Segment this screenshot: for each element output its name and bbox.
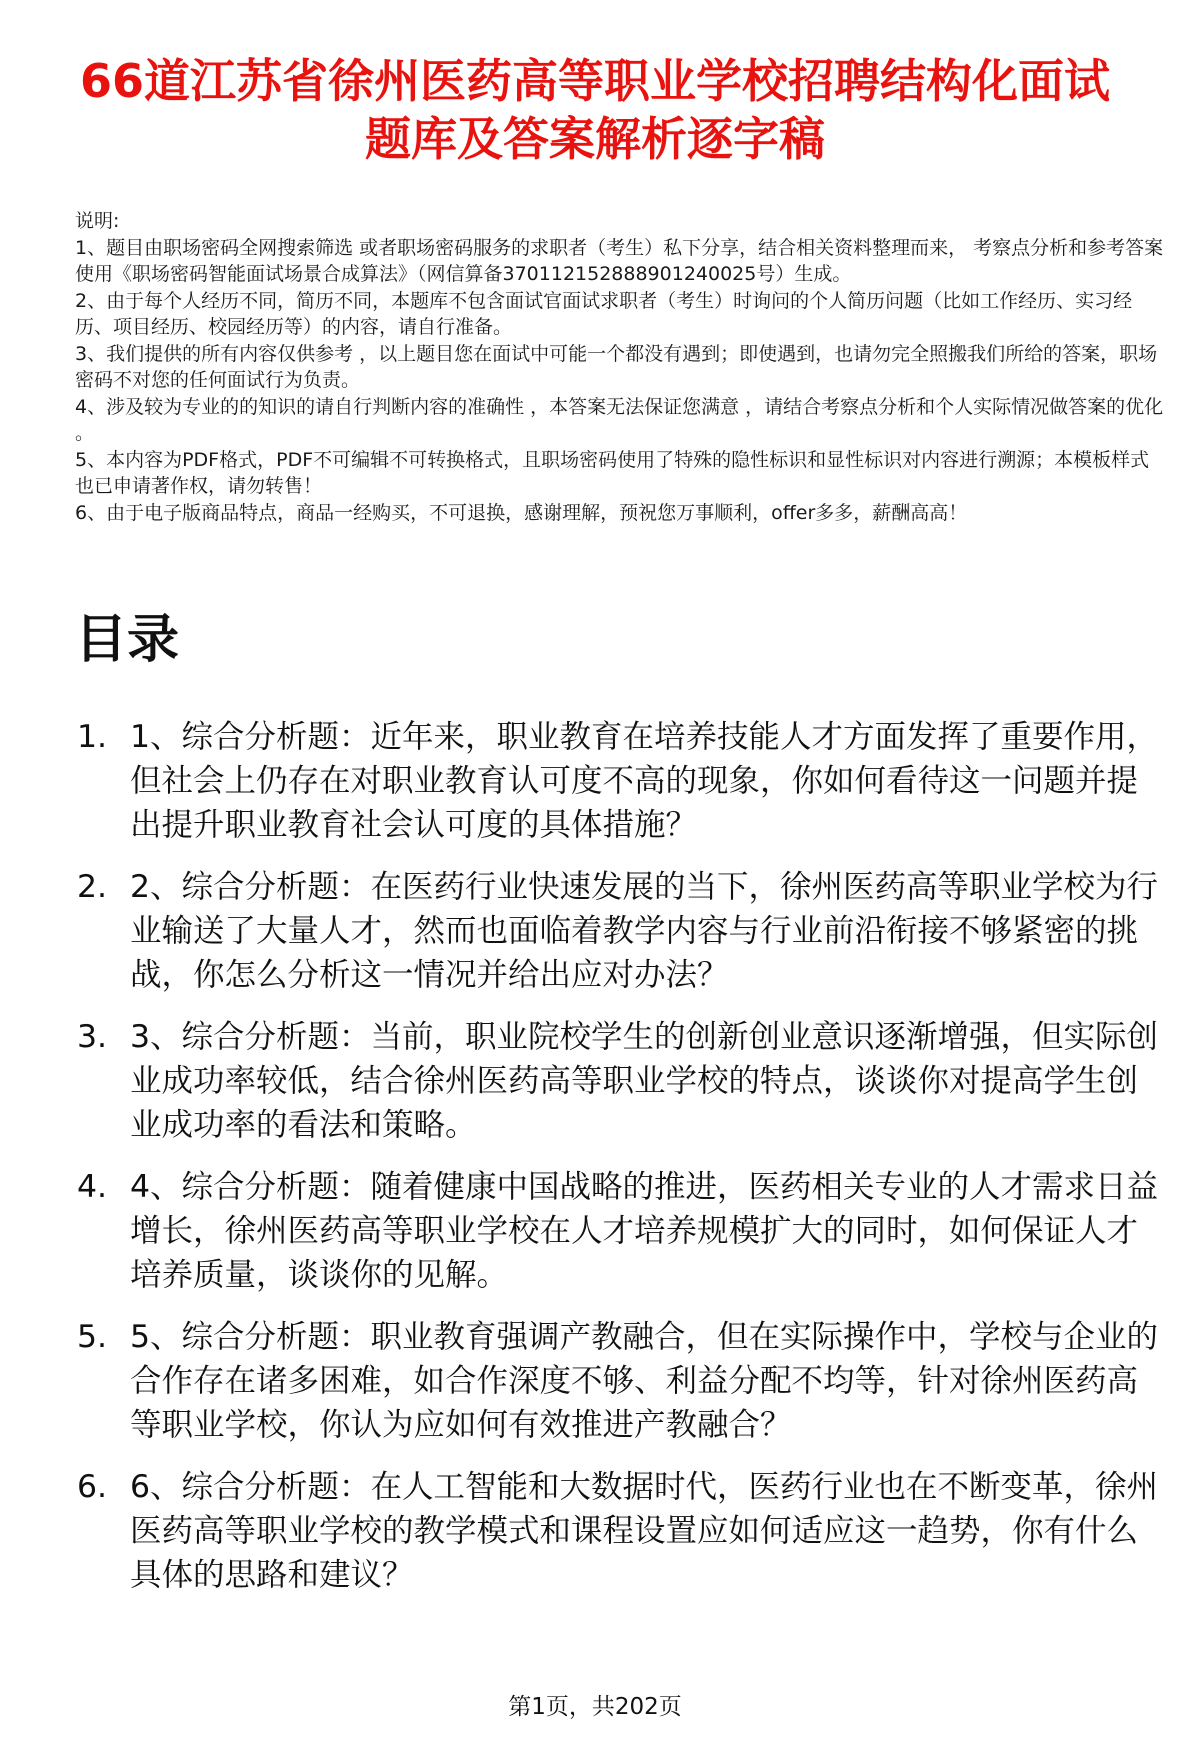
toc-item[interactable]: [75, 865, 1165, 997]
toc-item-text: 1、综合分析题：近年来，职业教育在培养技能人才方面发挥了重要作用，但社会上仍存在对职业教育认可度不高的现象，你如何看待这一问题并提出提升职业教育社会认可度的具体措施？: [130, 719, 1159, 843]
toc-list: [75, 715, 1165, 1615]
note-item: 3、我们提供的所有内容仅供参考 ，以上题目您在面试中可能一个都没有遇到；即使遇到，也请勿完全照搬我们所给的答案，职场密码不对您的任何面试行为负责。: [75, 342, 1158, 391]
note-item: 4、涉及较为专业的的知识的请自行判断内容的准确性 ，本答案无法保证您满意 ，请结合考察点分析和个人实际情况做答案的优化 。: [75, 395, 1164, 444]
toc-item[interactable]: [75, 715, 1165, 847]
toc-item-number: 6.: [77, 1469, 108, 1505]
toc-heading: 目录: [75, 610, 180, 670]
toc-item-text: 6、综合分析题：在人工智能和大数据时代，医药行业也在不断变革，徐州医药高等职业学校的教学模式和课程设置应如何适应这一趋势，你有什么具体的思路和建议？: [130, 1469, 1159, 1593]
note-item: 5、本内容为PDF格式，PDF不可编辑不可转换格式，且职场密码使用了特殊的隐性标识和显性标识对内容进行溯源；本模板样式也已申请著作权，请勿转售！: [75, 448, 1150, 497]
toc-item-number: 1.: [77, 719, 108, 755]
toc-item[interactable]: [75, 1315, 1165, 1447]
toc-item[interactable]: [75, 1465, 1165, 1597]
toc-item-text: 3、综合分析题：当前，职业院校学生的创新创业意识逐渐增强，但实际创业成功率较低，结合徐州医药高等职业学校的特点，谈谈你对提高学生创业成功率的看法和策略。: [130, 1019, 1159, 1143]
page-footer: 第1页，共202页: [508, 1694, 682, 1720]
document-title: 66道江苏省徐州医药高等职业学校招聘结构化面试题库及答案解析逐字稿: [79, 54, 1110, 166]
notes-section: [75, 208, 1165, 526]
toc-item-number: 5.: [77, 1319, 108, 1355]
toc-item[interactable]: [75, 1015, 1165, 1147]
note-item: 6、由于电子版商品特点，商品一经购买，不可退换，感谢理解，预祝您万事顺利，offer多多，薪酬高高！: [75, 501, 968, 524]
note-item: 2、由于每个人经历不同，简历不同，本题库不包含面试官面试求职者（考生）时询问的个人简历问题（比如工作经历、实习经历、项目经历、校园经历等）的内容，请自行准备。: [75, 289, 1133, 338]
toc-item-text: 4、综合分析题：随着健康中国战略的推进，医药相关专业的人才需求日益增长，徐州医药高等职业学校在人才培养规模扩大的同时，如何保证人才培养质量，谈谈你的见解。: [130, 1169, 1159, 1293]
toc-item[interactable]: [75, 1165, 1165, 1297]
toc-item-number: 2.: [77, 869, 108, 905]
toc-item-text: 5、综合分析题：职业教育强调产教融合，但在实际操作中，学校与企业的合作存在诸多困难，如合作深度不够、利益分配不均等，针对徐州医药高等职业学校，你认为应如何有效推进产教融合？: [130, 1319, 1159, 1443]
toc-item-text: 2、综合分析题：在医药行业快速发展的当下，徐州医药高等职业学校为行业输送了大量人才，然而也面临着教学内容与行业前沿衔接不够紧密的挑战，你怎么分析这一情况并给出应对办法？: [130, 869, 1159, 993]
notes-heading: 说明:: [75, 210, 120, 232]
note-item: 1、题目由职场密码全网搜索筛选 或者职场密码服务的求职者（考生）私下分享，结合相关资料整理而来， 考察点分析和参考答案使用《职场密码智能面试场景合成算法》（网信算备370112152888901240025号）生成。: [75, 236, 1164, 285]
toc-item-number: 4.: [77, 1169, 108, 1205]
toc-item-number: 3.: [77, 1019, 108, 1055]
